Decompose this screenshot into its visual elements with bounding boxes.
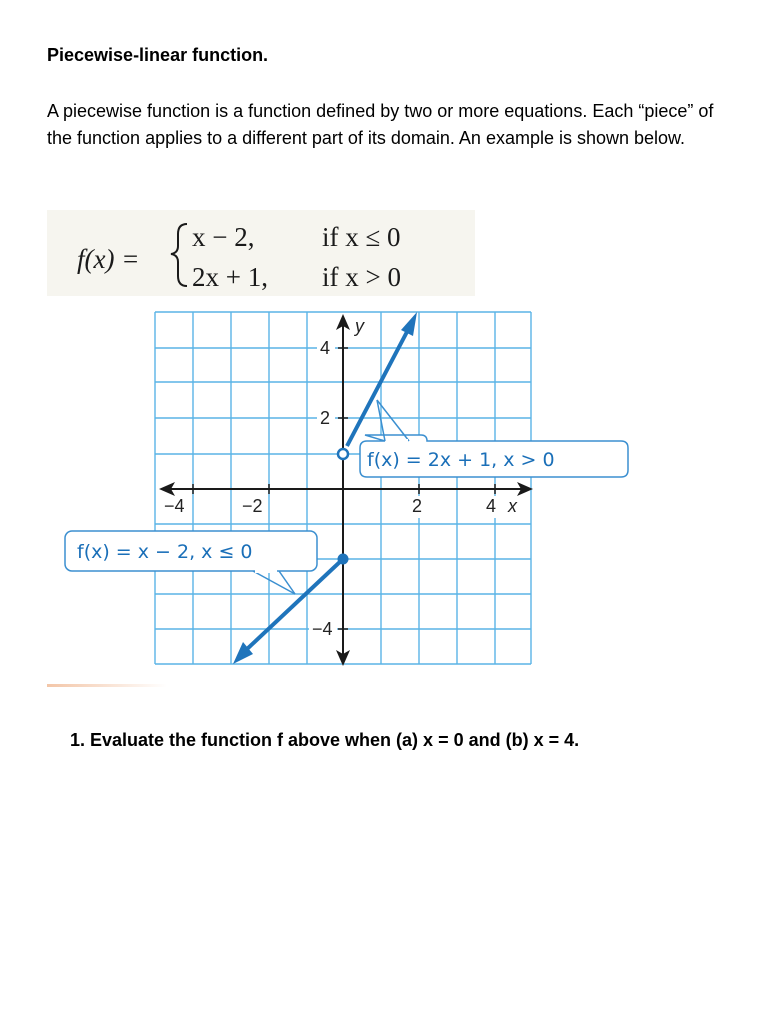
coordinate-plane	[47, 300, 637, 695]
y-tick-label-4: 4	[320, 338, 331, 358]
x-tick-label-neg4: −4	[164, 496, 185, 516]
formula-piece2-cond: if x > 0	[322, 262, 401, 292]
callout-negative-text: f(x) = x − 2, x ≤ 0	[77, 541, 253, 563]
x-tick-label-neg2: −2	[242, 496, 263, 516]
formula-piece2-expr: 2x + 1,	[192, 262, 268, 292]
closed-point-0-neg2	[338, 554, 349, 565]
axes	[171, 326, 523, 654]
formula-svg	[47, 210, 475, 296]
callout-positive	[360, 400, 628, 477]
formula-piece1-cond: if x ≤ 0	[322, 222, 401, 252]
page-heading: Piecewise-linear function.	[47, 45, 269, 65]
intro-paragraph: A piecewise function is a function defined by two or more equations. Each “piece” of the function applies to a different part of its domain. An example is shown below.	[47, 101, 714, 148]
formula-brace	[171, 224, 187, 286]
line-piece-positive-arrow	[401, 312, 417, 336]
open-point-0-1	[338, 449, 348, 459]
question-1: 1. Evaluate the function f above when (a) x = 0 and (b) x = 4.	[70, 730, 580, 750]
x-tick-label-4: 4	[486, 496, 497, 516]
callout-negative	[65, 531, 317, 594]
y-tick-label-2: 2	[320, 408, 331, 428]
y-axis-label: y	[355, 316, 364, 336]
formula-piece1-expr: x − 2,	[192, 222, 255, 252]
x-tick-label-2: 2	[412, 496, 423, 516]
callout-positive-text: f(x) = 2x + 1, x > 0	[367, 449, 555, 471]
formula-lhs: f(x) =	[77, 244, 140, 274]
decorative-underline	[47, 684, 167, 687]
formula-panel	[47, 210, 475, 296]
x-axis-label: x	[508, 496, 517, 516]
y-tick-label-neg4: −4	[312, 619, 333, 639]
graph-figure	[47, 300, 637, 700]
